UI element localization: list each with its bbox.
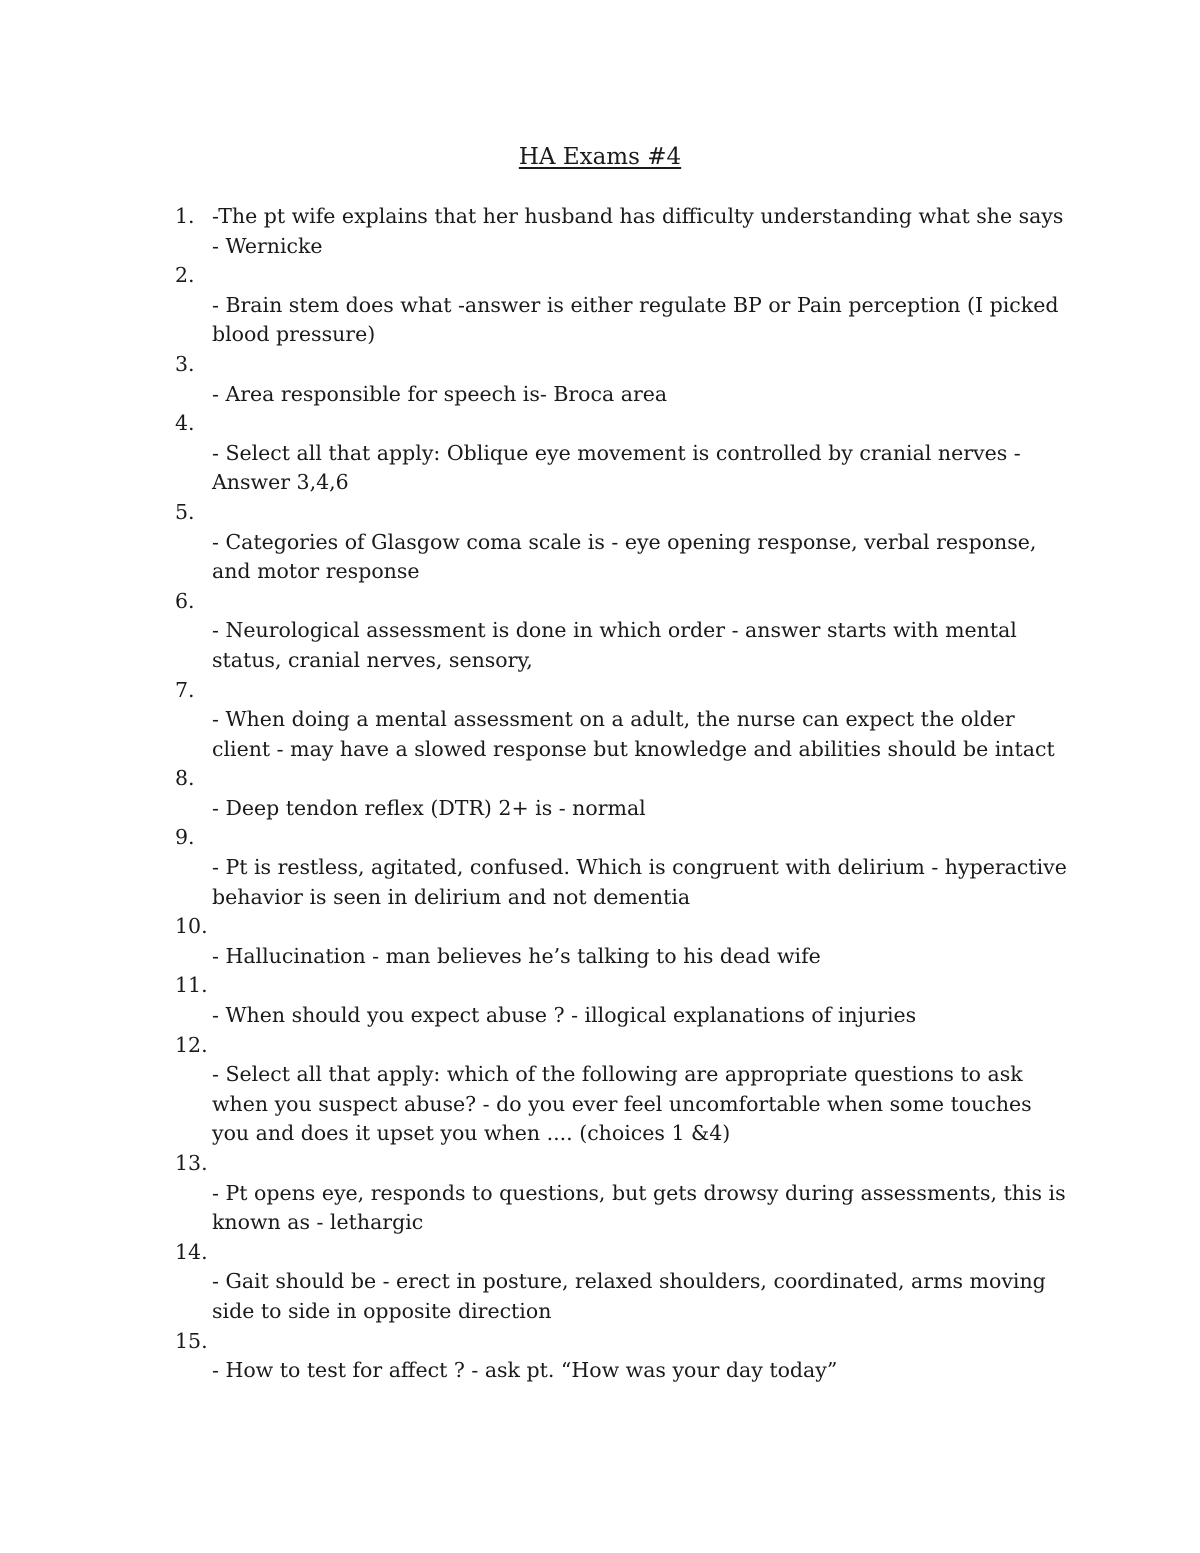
question-blank-line [212, 823, 1075, 853]
question-text: - Categories of Glasgow coma scale is - eye opening response, verbal response, and motor response [212, 529, 1037, 584]
question-item-8 [175, 764, 1075, 823]
question-text: - When doing a mental assessment on a adult, the nurse can expect the older client - may have a slowed response but knowledge and abilities should be intact [212, 707, 1055, 761]
question-item-7 [175, 676, 1075, 765]
question-blank-line [212, 676, 1075, 706]
question-item-9 [175, 823, 1075, 912]
question-item-3 [175, 350, 1075, 409]
question-item-1 [175, 202, 1075, 261]
question-blank-line [212, 1327, 1075, 1357]
question-text: - Gait should be - erect in posture, relaxed shoulders, coordinated, arms moving side to side in opposite direction [212, 1269, 1046, 1323]
question-number: 10. [175, 914, 208, 939]
question-text: - Pt opens eye, responds to questions, but gets drowsy during assessments, this is known as - lethargic [212, 1180, 1066, 1235]
question-text: - How to test for affect ? - ask pt. “How was your day today” [212, 1358, 838, 1383]
question-blank-line [212, 1149, 1075, 1179]
question-number: 2. [175, 263, 195, 288]
question-blank-line [212, 409, 1075, 439]
question-item-10 [175, 912, 1075, 971]
question-list [175, 202, 1075, 1386]
question-item-2 [175, 261, 1075, 350]
question-item-11 [175, 971, 1075, 1030]
question-text: - Area responsible for speech is- Broca area [212, 381, 668, 406]
question-item-6 [175, 587, 1075, 676]
question-number: 1. [175, 204, 195, 228]
question-text: - Deep tendon reflex (DTR) 2+ is - normal [212, 795, 646, 820]
question-number: 14. [175, 1239, 208, 1264]
question-number: 7. [175, 677, 195, 702]
question-item-4 [175, 409, 1075, 498]
question-number: 8. [175, 766, 195, 791]
question-blank-line [212, 350, 1075, 380]
document-title: HA Exams #4 [518, 144, 682, 170]
question-blank-line [212, 587, 1075, 617]
question-text: - Pt is restless, agitated, confused. Which is congruent with delirium - hyperactive behavior is seen in delirium and not dementia [212, 855, 1067, 909]
question-item-5 [175, 498, 1075, 587]
question-item-12 [175, 1031, 1075, 1149]
question-blank-line [212, 912, 1075, 942]
question-item-13 [175, 1149, 1075, 1238]
question-number: 12. [175, 1032, 208, 1057]
question-item-14 [175, 1238, 1075, 1327]
question-number: 9. [175, 825, 195, 850]
question-number: 5. [175, 499, 195, 524]
question-text: - Hallucination - man believes he’s talking to his dead wife [212, 943, 821, 968]
question-blank-line [212, 1238, 1075, 1268]
question-text: - Select all that apply: which of the following are appropriate questions to ask when you suspect abuse? - do you ever feel uncomfortable when some touches you and does it upset you when .... (choices 1 &4) [212, 1062, 1032, 1146]
question-number: 4. [175, 411, 195, 436]
question-blank-line [212, 498, 1075, 528]
question-text: - Neurological assessment is done in which order - answer starts with mental status, cranial nerves, sensory, [212, 618, 1017, 672]
question-blank-line [212, 971, 1075, 1001]
question-text: - When should you expect abuse ? - illogical explanations of injuries [212, 1003, 917, 1028]
question-number: 6. [175, 588, 195, 613]
question-number: 3. [175, 351, 195, 376]
question-blank-line [212, 1031, 1075, 1061]
question-text: - Select all that apply: Oblique eye movement is controlled by cranial nerves - Answer 3,4,6 [212, 440, 1021, 495]
question-blank-line [212, 764, 1075, 794]
question-number: 13. [175, 1151, 208, 1175]
question-item-15 [175, 1327, 1075, 1386]
question-text: - Brain stem does what -answer is either regulate BP or Pain perception (I picked blood pressure) [212, 292, 1059, 347]
question-blank-line [212, 261, 1075, 291]
question-text: -The pt wife explains that her husband has difficulty understanding what she says - Wernicke [212, 204, 1064, 258]
question-number: 11. [175, 973, 208, 998]
question-number: 15. [175, 1328, 208, 1353]
